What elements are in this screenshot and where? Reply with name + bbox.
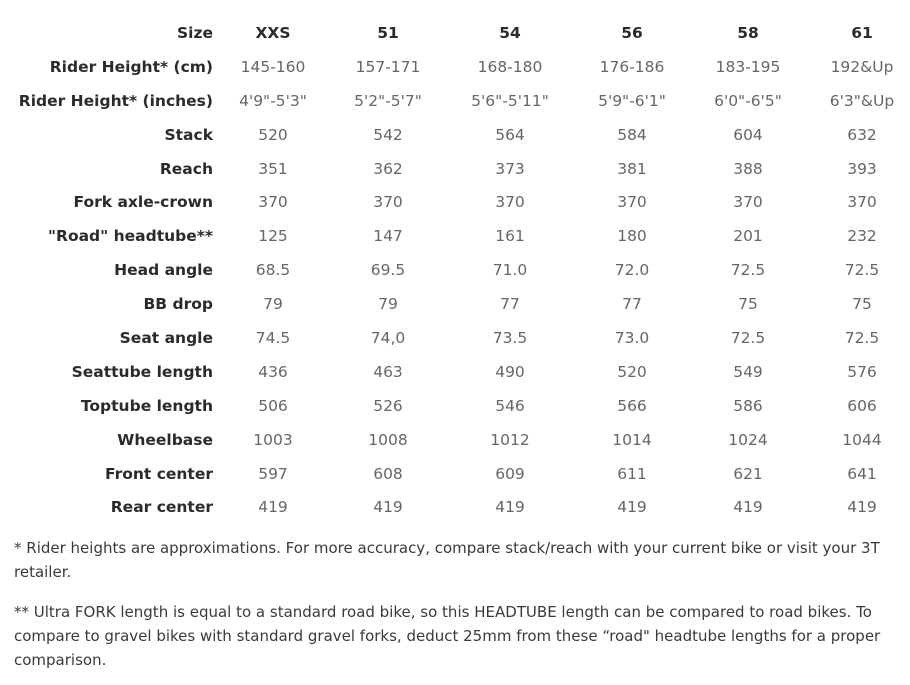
table-cell: 79 xyxy=(378,295,398,314)
row-label: Fork axle-crown xyxy=(73,193,213,212)
table-cell: 373 xyxy=(495,159,525,178)
table-cell: 180 xyxy=(617,227,647,246)
table-cell: 370 xyxy=(617,193,647,212)
table-cell: 5'2"-5'7" xyxy=(354,91,422,110)
table-cell: 564 xyxy=(495,125,525,144)
table-cell: 1008 xyxy=(368,430,408,449)
table-row xyxy=(0,390,910,424)
table-cell: 6'0"-6'5" xyxy=(714,91,782,110)
table-cell: 586 xyxy=(733,396,763,415)
table-header-row xyxy=(0,17,910,51)
table-cell: 69.5 xyxy=(370,261,406,280)
row-label: Rider Height* (cm) xyxy=(49,57,213,76)
table-cell: 74,0 xyxy=(370,329,406,348)
table-cell: 72.5 xyxy=(844,261,880,280)
table-cell: 608 xyxy=(373,464,403,483)
table-cell: 526 xyxy=(373,396,403,415)
headtube-footnote: ** Ultra FORK length is equal to a standard road bike, so this HEADTUBE length can be compared to road bikes. To compare to gravel bikes with standard gravel forks, deduct 25mm from these “road" headtube lengths for a proper comparison. xyxy=(14,603,881,669)
table-cell: 157-171 xyxy=(355,57,421,76)
table-cell: 168-180 xyxy=(477,57,543,76)
table-cell: 490 xyxy=(495,362,525,381)
table-cell: 597 xyxy=(258,464,288,483)
table-cell: 381 xyxy=(617,159,647,178)
table-cell: 1012 xyxy=(490,430,530,449)
table-cell: 1003 xyxy=(253,430,293,449)
table-cell: 1014 xyxy=(612,430,652,449)
table-cell: 77 xyxy=(500,295,520,314)
table-cell: 576 xyxy=(847,362,877,381)
row-label: Toptube length xyxy=(80,396,213,415)
table-row xyxy=(0,491,910,525)
table-cell: 77 xyxy=(622,295,642,314)
table-row xyxy=(0,51,910,85)
table-row xyxy=(0,322,910,356)
table-cell: 520 xyxy=(258,125,288,144)
table-cell: 68.5 xyxy=(255,261,291,280)
table-cell: 72.5 xyxy=(844,329,880,348)
rider-height-footnote: * Rider heights are approximations. For more accuracy, compare stack/reach with your current bike or visit your 3T retailer. xyxy=(14,539,880,581)
table-cell: 176-186 xyxy=(599,57,665,76)
size-column-header: XXS xyxy=(255,24,291,42)
table-cell: 584 xyxy=(617,125,647,144)
table-cell: 611 xyxy=(617,464,647,483)
table-cell: 549 xyxy=(733,362,763,381)
table-cell: 606 xyxy=(847,396,877,415)
table-cell: 74.5 xyxy=(255,329,291,348)
table-cell: 4'9"-5'3" xyxy=(239,91,307,110)
table-cell: 370 xyxy=(495,193,525,212)
table-cell: 72.5 xyxy=(730,329,766,348)
row-label: Wheelbase xyxy=(117,430,213,449)
table-cell: 546 xyxy=(495,396,525,415)
table-row xyxy=(0,288,910,322)
table-cell: 1024 xyxy=(728,430,768,449)
table-cell: 147 xyxy=(373,227,403,246)
table-cell: 73.5 xyxy=(492,329,528,348)
row-label: Front center xyxy=(104,464,213,483)
row-label: Reach xyxy=(159,159,213,178)
table-cell: 1044 xyxy=(842,430,882,449)
table-cell: 370 xyxy=(373,193,403,212)
table-cell: 370 xyxy=(258,193,288,212)
table-cell: 393 xyxy=(847,159,877,178)
table-cell: 125 xyxy=(258,227,288,246)
table-row xyxy=(0,85,910,119)
table-cell: 520 xyxy=(617,362,647,381)
size-column-header: 51 xyxy=(377,24,399,42)
table-cell: 192&Up xyxy=(830,57,894,76)
table-body xyxy=(0,51,910,525)
table-cell: 370 xyxy=(847,193,877,212)
row-label: "Road" headtube** xyxy=(47,227,213,246)
table-cell: 419 xyxy=(847,498,877,517)
table-cell: 183-195 xyxy=(715,57,781,76)
table-cell: 542 xyxy=(373,125,403,144)
table-cell: 75 xyxy=(738,295,758,314)
table-cell: 362 xyxy=(373,159,403,178)
table-cell: 370 xyxy=(733,193,763,212)
table-row xyxy=(0,119,910,153)
row-label: Rear center xyxy=(110,498,213,517)
table-cell: 351 xyxy=(258,159,288,178)
size-column-header: 54 xyxy=(499,24,521,42)
table-cell: 419 xyxy=(373,498,403,517)
table-cell: 436 xyxy=(258,362,288,381)
table-cell: 632 xyxy=(847,125,877,144)
table-cell: 5'6"-5'11" xyxy=(471,91,549,110)
size-column-header: 61 xyxy=(851,24,873,42)
table-row xyxy=(0,220,910,254)
row-label: Seat angle xyxy=(119,329,213,348)
table-cell: 145-160 xyxy=(240,57,306,76)
table-row xyxy=(0,254,910,288)
table-cell: 71.0 xyxy=(492,261,528,280)
table-row xyxy=(0,153,910,187)
table-row xyxy=(0,356,910,390)
table-cell: 72.5 xyxy=(730,261,766,280)
table-cell: 419 xyxy=(495,498,525,517)
table-cell: 419 xyxy=(617,498,647,517)
table-cell: 621 xyxy=(733,464,763,483)
table-cell: 641 xyxy=(847,464,877,483)
table-cell: 79 xyxy=(263,295,283,314)
geometry-table xyxy=(0,17,910,525)
table-cell: 463 xyxy=(373,362,403,381)
size-column-header: 58 xyxy=(737,24,759,42)
row-label: BB drop xyxy=(143,295,213,314)
table-cell: 73.0 xyxy=(614,329,650,348)
table-cell: 201 xyxy=(733,227,763,246)
table-cell: 609 xyxy=(495,464,525,483)
size-column-header: 56 xyxy=(621,24,643,42)
row-label: Head angle xyxy=(114,261,213,280)
table-row xyxy=(0,458,910,492)
table-row xyxy=(0,186,910,220)
table-cell: 419 xyxy=(733,498,763,517)
row-label: Stack xyxy=(164,125,213,144)
table-cell: 72.0 xyxy=(614,261,650,280)
table-cell: 6'3"&Up xyxy=(829,91,895,110)
table-cell: 232 xyxy=(847,227,877,246)
row-label: Seattube length xyxy=(71,362,213,381)
size-header-label: Size xyxy=(176,24,213,42)
table-cell: 75 xyxy=(852,295,872,314)
table-cell: 5'9"-6'1" xyxy=(598,91,666,110)
row-label: Rider Height* (inches) xyxy=(18,91,213,110)
table-cell: 161 xyxy=(495,227,525,246)
table-cell: 604 xyxy=(733,125,763,144)
table-cell: 388 xyxy=(733,159,763,178)
table-row xyxy=(0,424,910,458)
table-cell: 566 xyxy=(617,396,647,415)
table-cell: 506 xyxy=(258,396,288,415)
table-cell: 419 xyxy=(258,498,288,517)
